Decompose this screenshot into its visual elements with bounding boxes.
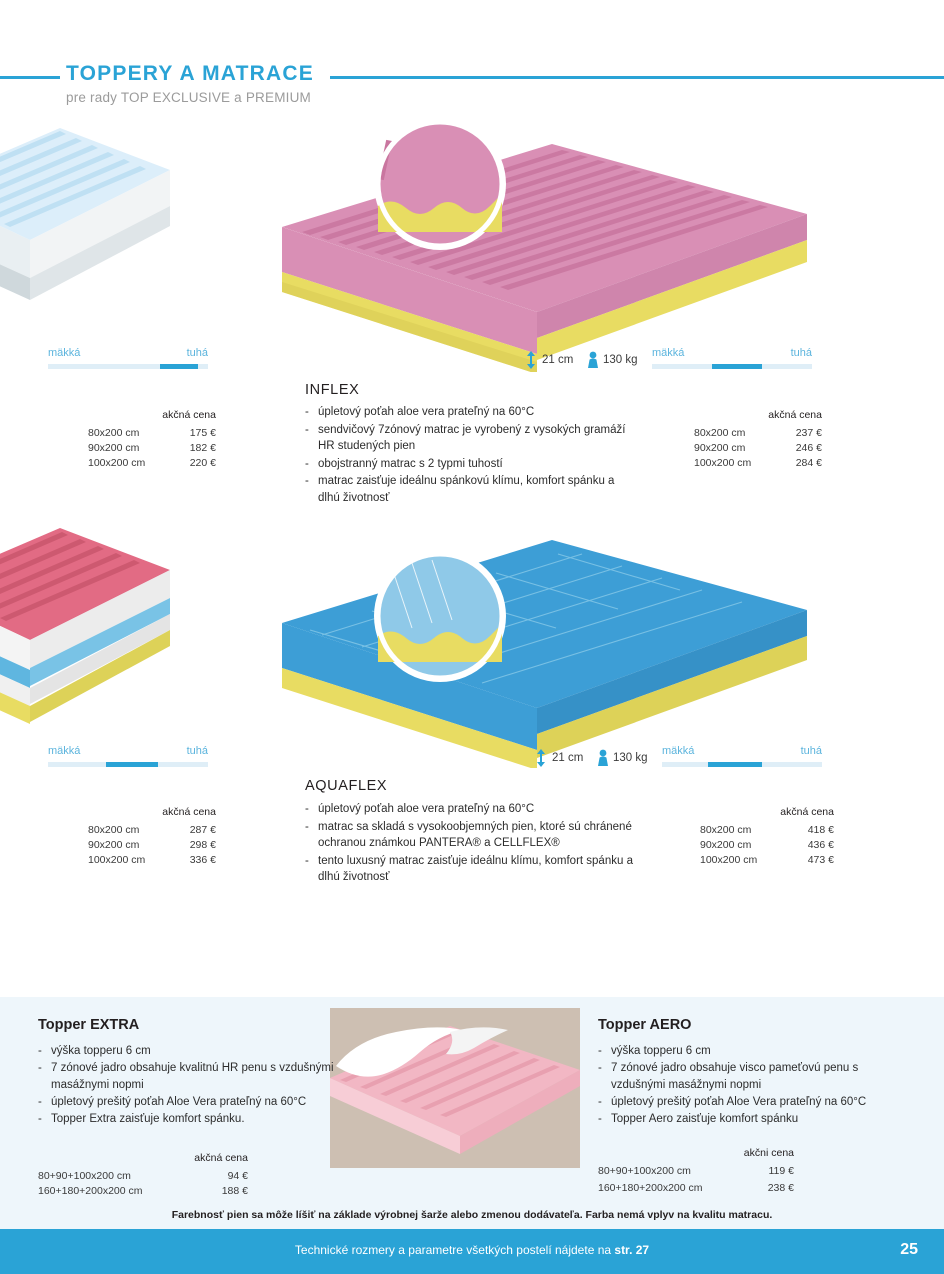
product-name-inflex: INFLEX [305,382,360,398]
table-row [88,854,216,869]
bullet-item: - úpletový poťah aloe vera prateľný na 60°C [305,801,635,818]
bullet-item: - obojstranný matrac s 2 typmi tuhostí [305,456,635,473]
table-row [694,427,822,442]
spec-height-value: 21 cm [552,752,584,764]
size-value: 160+180+200x200 cm [38,1185,143,1197]
size-value: 90x200 cm [88,839,140,851]
firmness-label-soft: mäkká [662,745,695,757]
firmness-label-soft: mäkká [652,347,685,359]
price-value: 237 € [795,427,822,439]
table-row [598,1182,808,1199]
price-value: 94 € [227,1170,248,1182]
size-value: 90x200 cm [700,839,752,851]
table-row [38,1170,248,1185]
firmness-label-firm: tuhá [800,745,822,757]
topper-extra-title: Topper EXTRA [38,1017,140,1033]
price-value: 238 € [767,1182,794,1194]
firmness-label-firm: tuhá [790,347,812,359]
topper-image [330,1008,580,1168]
product-bullets-aquaflex [305,801,635,887]
table-row [88,442,216,457]
topper-aero-title: Topper AERO [598,1017,692,1033]
size-value: 90x200 cm [694,442,746,454]
product-name-aquaflex: AQUAFLEX [305,778,388,794]
table-row [88,839,216,854]
bullet-item: - matrac sa skladá s vysokoobjemných pien, ktoré sú chránené ochranou známkou PANTERA® a CELLFLEX® [305,819,635,852]
height-arrow-icon [534,749,548,767]
table-row [700,854,834,869]
firmness-fill [160,364,198,369]
price-value: 175 € [189,427,216,439]
price-value: 298 € [189,839,216,851]
table-row [38,1185,248,1200]
page-header [0,62,944,112]
price-table-header: akčni cena [743,1147,794,1159]
price-value: 287 € [189,824,216,836]
table-row [700,839,834,854]
firmness-label-firm: tuhá [186,347,208,359]
price-value: 188 € [221,1185,248,1197]
mattress-image-inflex [262,122,822,372]
table-row [88,427,216,442]
price-value: 182 € [189,442,216,454]
weight-person-icon [585,351,601,369]
bullet-item: - 7 zónové jadro obsahuje kvalitnú HR penu s vzdušnými masážnymi nopmi [38,1060,338,1094]
firmness-label-firm: tuhá [186,745,208,757]
size-value: 80x200 cm [88,427,140,439]
size-value: 80+90+100x200 cm [38,1170,131,1182]
bullet-item: - tento luxusný matrac zaisťuje ideálnu klímu, komfort spánku a dlhú životnosť [305,853,635,886]
price-table-header: akčná cena [768,409,822,421]
bullet-item: - výška topperu 6 cm [598,1043,898,1060]
header-rule-left [0,76,60,79]
price-value: 119 € [768,1165,794,1177]
bullet-item: - 7 zónové jadro obsahuje visco pameťovú penu s vzdušnými masážnymi nopmi [598,1060,898,1094]
price-value: 418 € [807,824,834,836]
price-value: 246 € [795,442,822,454]
page-subtitle: pre rady TOP EXCLUSIVE a PREMIUM [66,90,311,105]
weight-person-icon [595,749,611,767]
price-value: 220 € [189,457,216,469]
price-value: 473 € [807,854,834,866]
price-value: 336 € [189,854,216,866]
bullet-item: - matrac zaisťuje ideálnu spánkovú klímu, komfort spánku a dlhú životnosť [305,473,635,506]
size-value: 100x200 cm [88,457,146,469]
table-row [694,457,822,472]
size-value: 80x200 cm [88,824,140,836]
price-value: 284 € [795,457,822,469]
firmness-fill [106,762,158,767]
topper-aero-bullets [598,1043,898,1128]
page-title: TOPPERY A MATRACE [66,62,314,85]
bullet-item: - Topper Extra zaisťuje komfort spánku. [38,1111,338,1128]
bullet-item: - úpletový prešitý poťah Aloe Vera prateľný na 60°C [598,1094,898,1111]
size-value: 100x200 cm [700,854,758,866]
spec-weight-value: 130 kg [603,354,638,366]
table-row [598,1165,808,1182]
mattress-image-left-mid [0,528,180,728]
firmness-label-soft: mäkká [48,347,81,359]
footer-note-page-ref: str. 27 [614,1243,650,1257]
footer-note [0,1243,944,1257]
spec-weight-value: 130 kg [613,752,648,764]
price-table-header: akčná cena [194,1152,248,1164]
firmness-fill [708,762,762,767]
footer-bar [0,1229,944,1274]
mattress-image-left-top [0,128,180,328]
bullet-item: - sendvičový 7zónový matrac je vyrobený z vysokých gramáží HR studených pien [305,422,635,455]
topper-extra-bullets [38,1043,338,1128]
size-value: 80x200 cm [700,824,752,836]
price-table-header: akčná cena [162,806,216,818]
table-row [88,457,216,472]
product-bullets-inflex [305,404,635,507]
header-rule-right [330,76,944,79]
size-value: 80+90+100x200 cm [598,1165,691,1177]
price-table-header: akčná cena [780,806,834,818]
height-arrow-icon [524,351,538,369]
bullet-item: - úpletový poťah aloe vera prateľný na 60°C [305,404,635,421]
table-row [88,824,216,839]
firmness-label-soft: mäkká [48,745,81,757]
table-row [694,442,822,457]
bullet-item: - Topper Aero zaisťuje komfort spánku [598,1111,898,1128]
price-value: 436 € [807,839,834,851]
spec-height-value: 21 cm [542,354,574,366]
size-value: 80x200 cm [694,427,746,439]
page-number: 25 [900,1241,918,1258]
table-row [700,824,834,839]
bullet-item: - úpletový prešitý poťah Aloe Vera prateľný na 60°C [38,1094,338,1111]
size-value: 160+180+200x200 cm [598,1182,703,1194]
price-table-header: akčná cena [162,409,216,421]
size-value: 100x200 cm [88,854,146,866]
size-value: 90x200 cm [88,442,140,454]
footer-note-prefix: Technické rozmery a parametre všetkých postelí nájdete na [294,1243,615,1257]
mattress-image-aquaflex [262,518,822,768]
size-value: 100x200 cm [694,457,752,469]
firmness-fill [712,364,762,369]
disclaimer-text: Farebnosť pien sa môže líšiť na základe výrobnej šarže alebo zmenou dodávateľa. Farba nemá vplyv na kvalitu matracu. [171,1209,773,1221]
bullet-item: - výška topperu 6 cm [38,1043,338,1060]
